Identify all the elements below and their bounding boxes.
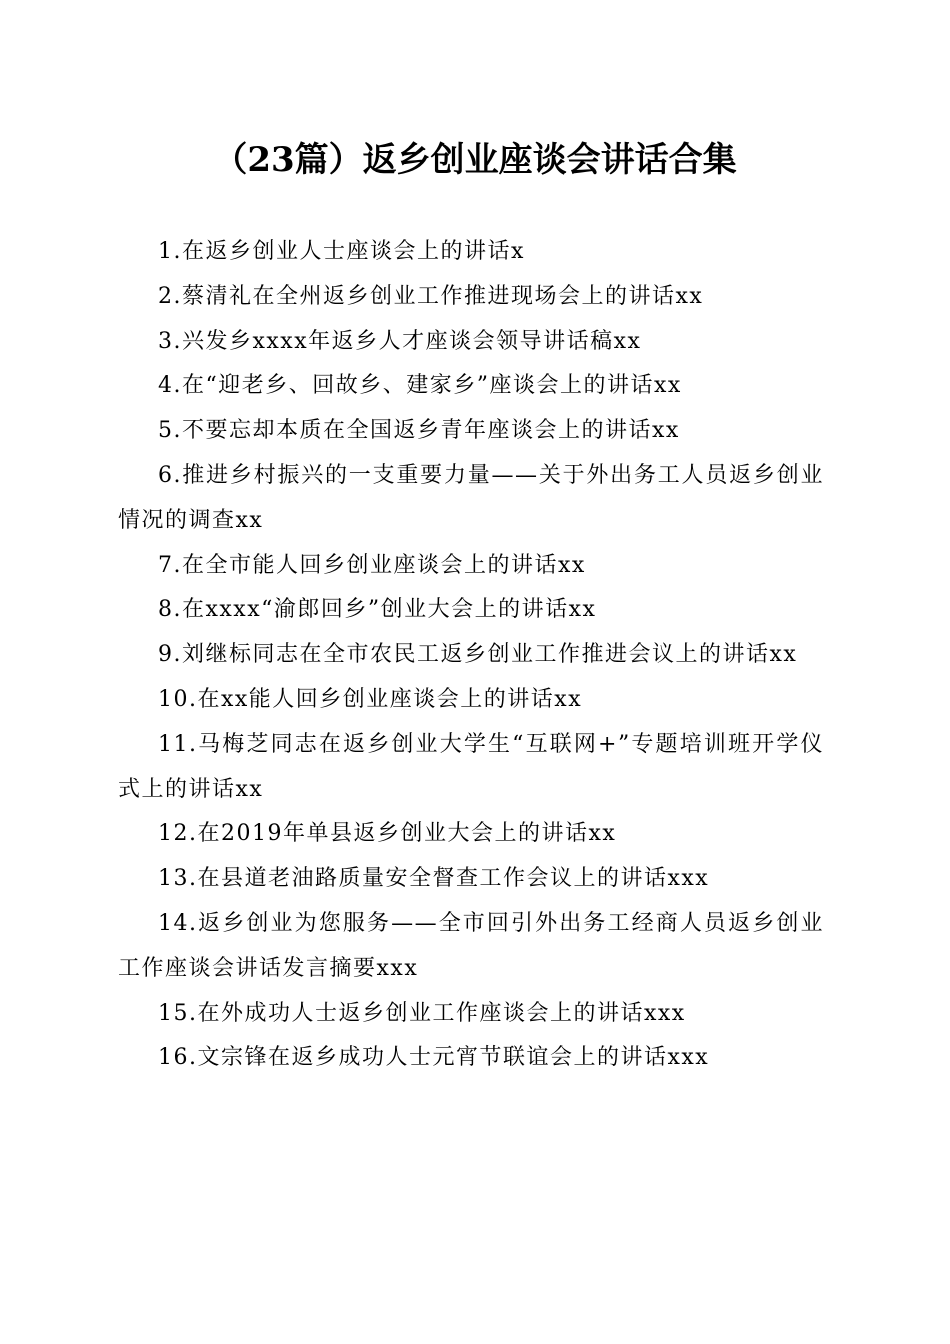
toc-item: 1.在返乡创业人士座谈会上的讲话x [158, 239, 525, 264]
toc-item: 10.在xx能人回乡创业座谈会上的讲话xx [158, 686, 583, 712]
toc-list [118, 230, 824, 1081]
toc-item: 6.推进乡村振兴的一支重要力量——关于外出务工人员返乡创业情况的调查xx [118, 462, 824, 533]
toc-item: 3.兴发乡xxxx年返乡人才座谈会领导讲话稿xx [158, 328, 642, 354]
toc-item: 13.在县道老油路质量安全督查工作会议上的讲话xxx [158, 866, 710, 892]
toc-item: 12.在2019年单县返乡创业大会上的讲话xx [158, 821, 617, 847]
toc-item: 2.蔡清礼在全州返乡创业工作推进现场会上的讲话xx [158, 283, 704, 309]
toc-item: 5.不要忘却本质在全国返乡青年座谈会上的讲话xx [158, 418, 680, 444]
document-title: （23篇）返乡创业座谈会讲话合集 [213, 140, 737, 180]
toc-item: 11.马梅芝同志在返乡创业大学生“互联网+”专题培训班开学仪式上的讲话xx [118, 731, 824, 802]
toc-item: 14.返乡创业为您服务——全市回引外出务工经商人员返乡创业工作座谈会讲话发言摘要xxx [118, 910, 824, 981]
toc-item: 16.文宗锋在返乡成功人士元宵节联谊会上的讲话xxx [158, 1045, 710, 1071]
toc-item: 4.在“迎老乡、回故乡、建家乡”座谈会上的讲话xx [158, 373, 682, 399]
toc-item: 7.在全市能人回乡创业座谈会上的讲话xx [158, 552, 586, 578]
toc-item: 8.在xxxx“渝郎回乡”创业大会上的讲话xx [158, 597, 597, 623]
toc-item: 15.在外成功人士返乡创业工作座谈会上的讲话xxx [158, 1000, 686, 1026]
toc-item: 9.刘继标同志在全市农民工返乡创业工作推进会议上的讲话xx [158, 642, 798, 668]
